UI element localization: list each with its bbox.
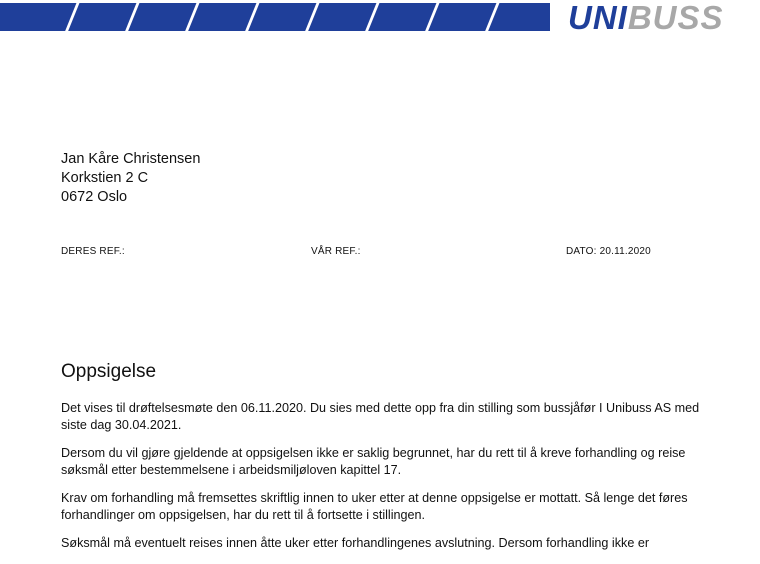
paragraph: Det vises til drøftelsesmøte den 06.11.2020. Du sies med dette opp fra din stilling som bussjåfør I Unibuss AS med siste dag 30.04.2021. <box>61 401 700 432</box>
recipient-address <box>61 150 200 207</box>
letterhead <box>0 0 760 40</box>
paragraph: Krav om forhandling må fremsettes skriftlig innen to uker etter at denne oppsigelse er mottatt. Så lenge det føres forhandlinger om oppsigelsen, har du rett til å fortsette i stillingen. <box>61 491 688 522</box>
unibuss-logo: UNIBUSS <box>568 0 724 36</box>
paragraph: Dersom du vil gjøre gjeldende at oppsigelsen ikke er saklig begrunnet, har du rett til å kreve forhandling og reise søksmål etter bestemmelsene i arbeidsmiljøloven kapittel 17. <box>61 446 686 477</box>
paragraph: Søksmål må eventuelt reises innen åtte uker etter forhandlingenes avslutning. Dersom forhandling ikke er <box>61 536 650 550</box>
deres-ref-label: DERES REF.: <box>61 246 125 257</box>
recipient-street: Korkstien 2 C <box>61 170 149 186</box>
date-label: DATO: 20.11.2020 <box>566 246 651 257</box>
letter-body <box>61 400 701 564</box>
letter-subject: Oppsigelse <box>61 361 157 382</box>
var-ref-label: VÅR REF.: <box>311 246 361 257</box>
recipient-name: Jan Kåre Christensen <box>61 151 201 167</box>
logo-stripe-bar <box>0 3 550 31</box>
recipient-postal: 0672 Oslo <box>61 189 128 205</box>
